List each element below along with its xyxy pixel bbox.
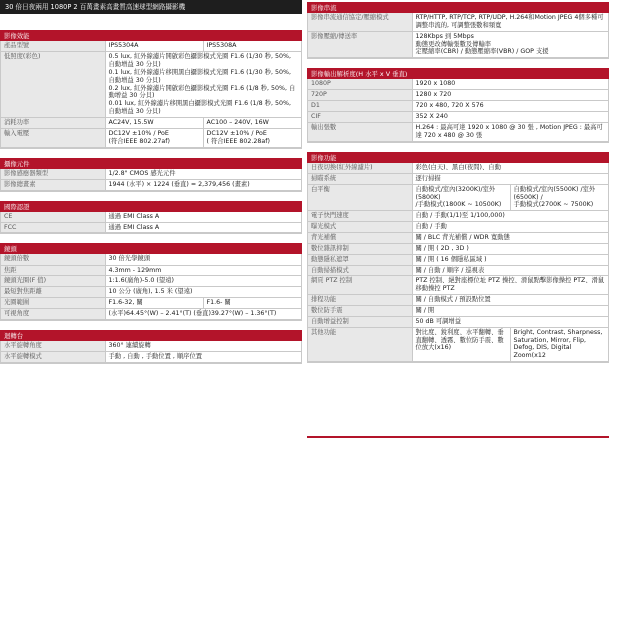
spec-label: 焦距 xyxy=(1,265,105,276)
spec-row xyxy=(308,265,608,276)
spec-row xyxy=(1,212,301,223)
spec-label: 1080P xyxy=(308,79,412,90)
spec-label: 白平衡 xyxy=(308,184,412,211)
spec-row xyxy=(308,79,608,90)
spec-value: 對比度、銳利度、水平翻轉、垂直翻轉、透霧、數位防手震、數位放大(x16) xyxy=(412,327,510,361)
spec-value: 自動模式/室內(5500K) /室外 (6500K) / 手動模式(2700K ~ 7500K) xyxy=(510,184,608,211)
spec-value: 720 x 480, 720 X 576 xyxy=(412,101,608,112)
spec-value: 0.5 lux, 紅外線濾片開啟彩色攝影模式光圈 F1.6 (1/30 秒, 50%, 自動增益 30 分貝) 0.1 lux, 紅外線濾片移開黑白攝影模式光圈 F1.6 (1/30 秒, 50%, 自動增益 30 分貝) 0.2 lux, 紅外線濾片開啟彩色攝影模式光圈 F1.6 (1/8 秒, 50%, 自動增益 30 分貝) 0.01 lux, 紅外線濾片移開黑白攝影模式光圈 F1.6 (1/8 秒, 50%, 自動增益 30 分貝) xyxy=(105,52,301,118)
spec-label: 自動增益控制 xyxy=(308,316,412,327)
spec-row xyxy=(308,184,608,211)
spec-value: Bright, Contrast, Sharpness, Saturation, Mirror, Flip, Defog, DIS, Digital Zoom(x12 xyxy=(510,327,608,361)
spec-row xyxy=(1,179,301,190)
spec-value: 關 / BLC 背光補償 / WDR 寬動態 xyxy=(412,232,608,243)
spec-value: F1.6- 關 xyxy=(203,298,301,309)
spec-value: 30 倍光學鏡頭 xyxy=(105,254,301,265)
spec-value: 360° 連續旋轉 xyxy=(105,341,301,352)
spec-label: 720P xyxy=(308,90,412,101)
spec-value: 1:1.6(廣角)-5.0 (望遠) xyxy=(105,276,301,287)
spec-section xyxy=(307,152,609,363)
spec-value: 關 / 開 ( 2D , 3D ) xyxy=(412,243,608,254)
section-heading: 影像串流 xyxy=(307,2,609,13)
spec-label: 數位雜訊抑制 xyxy=(308,243,412,254)
spec-row xyxy=(1,341,301,352)
section-heading: 國際認證 xyxy=(0,201,302,212)
section-heading: 迴轉台 xyxy=(0,330,302,341)
spec-value: 128Kbps 到 5Mbps 動態更改傳輸張數及傳輸率 定壓縮率(CBR) / 動態壓縮率(VBR) / GOP 支援 xyxy=(412,31,608,58)
spec-section xyxy=(0,243,302,320)
spec-value: 通過 EMI Class A xyxy=(105,212,301,223)
spec-value: 關 / 開 ( 16 個隱私區域 ) xyxy=(412,254,608,265)
spec-value: IPS5304A xyxy=(105,41,203,52)
spec-value: 自動模式/室內(3200K)/室外 (5800K) /手動模式(1800K ~ 10500K) xyxy=(412,184,510,211)
spec-row xyxy=(1,276,301,287)
spec-section xyxy=(307,2,609,59)
spec-row xyxy=(308,13,608,31)
spec-label: 其他功能 xyxy=(308,327,412,361)
spec-section xyxy=(0,201,302,235)
spec-row xyxy=(308,232,608,243)
spec-value: 關 / 自動模式 / 預設點位置 xyxy=(412,295,608,306)
spec-label: 最短對焦距離 xyxy=(1,287,105,298)
spec-value: DC12V ±10% / PoE (符合IEEE 802.27af) xyxy=(105,128,203,147)
spec-value: 關 / 自動 / 順序 / 巡視表 xyxy=(412,265,608,276)
spec-value: 4.3mm - 129mm xyxy=(105,265,301,276)
spec-value: 通過 EMI Class A xyxy=(105,222,301,233)
spec-row xyxy=(308,295,608,306)
page-title: 30 倍日夜兩用 1080P 2 百萬畫素高畫質高速球型網路攝影機 xyxy=(0,0,302,14)
spec-label: 低照度(彩色) xyxy=(1,52,105,118)
spec-value: DC12V ±10% / PoE ( 符合IEEE 802.28af) xyxy=(203,128,301,147)
spec-row xyxy=(1,52,301,118)
spec-label: 數位防手震 xyxy=(308,305,412,316)
spec-row xyxy=(1,298,301,309)
spec-label: 可視角度 xyxy=(1,308,105,319)
spec-table xyxy=(1,212,301,234)
spec-value: IPS5308A xyxy=(203,41,301,52)
section-heading: 影像功能 xyxy=(307,152,609,163)
spec-section xyxy=(307,68,609,142)
spec-value: 1280 x 720 xyxy=(412,90,608,101)
spec-label: 輸入電壓 xyxy=(1,128,105,147)
spec-table xyxy=(308,163,608,362)
spec-value: 50 dB 可調增益 xyxy=(412,316,608,327)
spec-value: 352 X 240 xyxy=(412,112,608,123)
spec-label: 排程功能 xyxy=(308,295,412,306)
spec-section xyxy=(0,330,302,364)
spec-label: 曝光模式 xyxy=(308,222,412,233)
spec-row xyxy=(308,305,608,316)
spec-label: FCC xyxy=(1,222,105,233)
spec-table xyxy=(308,13,608,58)
spec-section xyxy=(0,30,302,149)
spec-row xyxy=(1,308,301,319)
spec-table xyxy=(1,254,301,319)
spec-value: AC24V, 15.5W xyxy=(105,117,203,128)
spec-value: RTP/HTTP, RTP/TCP, RTP/UDP, H.264和Motion JPEG 4個多種可調整串流的, 可調整張數和頻寬 xyxy=(412,13,608,31)
spec-row xyxy=(308,101,608,112)
spec-value: 1920 x 1080 xyxy=(412,79,608,90)
spec-row xyxy=(308,222,608,233)
spec-label: 鏡頭光圈(F 值) xyxy=(1,276,105,287)
section-heading: 鏡頭 xyxy=(0,243,302,254)
spec-row xyxy=(308,316,608,327)
spec-table xyxy=(1,41,301,148)
spec-table xyxy=(1,169,301,191)
spec-row xyxy=(1,254,301,265)
spec-row xyxy=(1,117,301,128)
spec-value: 1/2.8" CMOS 感光元件 xyxy=(105,169,301,180)
spec-value: 10 公分 (廣角), 1.5 米 (望遠) xyxy=(105,287,301,298)
spec-value: 自動 / 手動 xyxy=(412,222,608,233)
spec-value: 1944 (水平) × 1224 (垂直) = 2,379,456 (畫素) xyxy=(105,179,301,190)
spec-value: 自動 / 手動(1/1)至 1/100,000) xyxy=(412,211,608,222)
spec-value: AC100 – 240V, 16W xyxy=(203,117,301,128)
spec-label: 消耗功率 xyxy=(1,117,105,128)
spec-value: (水平)64.45°(W) – 2.41°(T) (垂直)39.27°(W) – 1.36°(T) xyxy=(105,308,301,319)
spec-value: PTZ 控制、絕對座標位址 PTZ 操控、滑鼠點擊影像操控 PTZ、滑鼠移動操控 PTZ xyxy=(412,276,608,295)
spec-value: 手動 , 自動 , 手動位置 , 順序位置 xyxy=(105,351,301,362)
spec-row xyxy=(1,265,301,276)
spec-row xyxy=(308,211,608,222)
spec-label: 影像總畫素 xyxy=(1,179,105,190)
spec-label: 影像感應器類型 xyxy=(1,169,105,180)
spec-label: 掃瞄系統 xyxy=(308,173,412,184)
spec-label: 水平旋轉角度 xyxy=(1,341,105,352)
spec-label: CE xyxy=(1,212,105,223)
spec-section xyxy=(0,158,302,192)
spec-row xyxy=(1,128,301,147)
spec-row xyxy=(308,254,608,265)
spec-label: 鏡頭倍數 xyxy=(1,254,105,265)
spec-label: 水平旋轉模式 xyxy=(1,351,105,362)
spec-label: 日夜切換(紅外線濾片) xyxy=(308,163,412,174)
spec-label: 自動掃描模式 xyxy=(308,265,412,276)
spec-label: 電子快門速度 xyxy=(308,211,412,222)
spec-label: 產品型號 xyxy=(1,41,105,52)
spec-row xyxy=(308,243,608,254)
section-heading: 攝像元件 xyxy=(0,158,302,169)
spec-row xyxy=(308,173,608,184)
spec-label: D1 xyxy=(308,101,412,112)
spec-label: 光圈範圍 xyxy=(1,298,105,309)
spec-row xyxy=(1,169,301,180)
spec-row xyxy=(1,351,301,362)
spec-label: 動態隱私遮罩 xyxy=(308,254,412,265)
spec-row xyxy=(1,41,301,52)
spec-label: 影像串流通信協定/壓縮模式 xyxy=(308,13,412,31)
spec-value: 關 / 開 xyxy=(412,305,608,316)
spec-label: 背光補償 xyxy=(308,232,412,243)
spec-row xyxy=(308,112,608,123)
spec-row xyxy=(308,90,608,101)
spec-label: 網頁 PTZ 控制 xyxy=(308,276,412,295)
spec-row xyxy=(1,222,301,233)
left-spec-column xyxy=(0,30,302,373)
spec-row xyxy=(308,276,608,295)
spec-row xyxy=(308,122,608,141)
section-heading: 影像效能 xyxy=(0,30,302,41)
spec-value: F1.6-32, 關 xyxy=(105,298,203,309)
spec-row xyxy=(1,287,301,298)
spec-value: H.264 : 最高可達 1920 x 1080 @ 30 張 , Motion JPEG : 最高可達 720 x 480 @ 30 張 xyxy=(412,122,608,141)
spec-row xyxy=(308,327,608,361)
spec-label: CIF xyxy=(308,112,412,123)
right-spec-column xyxy=(307,2,609,438)
spec-row xyxy=(308,31,608,58)
section-heading: 影像輸出解析度(H 水平 x V 垂直) xyxy=(307,68,609,79)
spec-table xyxy=(308,79,608,141)
spec-label: 輸出張數 xyxy=(308,122,412,141)
spec-value: 彩色(白天)、黑白(夜間)、自動 xyxy=(412,163,608,174)
spec-table xyxy=(1,341,301,363)
spec-row xyxy=(308,163,608,174)
spec-label: 影像壓縮/傳送率 xyxy=(308,31,412,58)
spec-value: 逐行掃描 xyxy=(412,173,608,184)
